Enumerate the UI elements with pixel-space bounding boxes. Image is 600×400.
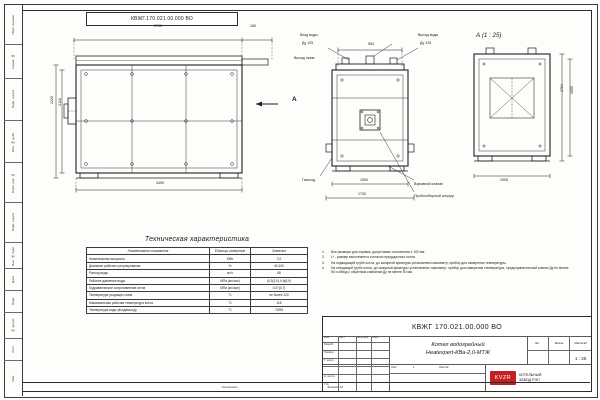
object-name-line1: Котел водогрейный (431, 342, 485, 349)
sheet-value: 1 (413, 365, 415, 369)
list-item (322, 261, 572, 265)
table-row[interactable] (323, 342, 389, 350)
label-outlet-gas: Выход газов (294, 56, 315, 60)
spec-cell-name: Температура уходящих газов (87, 292, 210, 299)
detail-dim-inner: 1655 (570, 86, 574, 94)
spec-cell-name: Расход воды (87, 270, 210, 277)
margin-cell: Подп. (4, 290, 22, 312)
label-explosion-valve: Взрывной клапан (414, 182, 444, 186)
spec-cell-value: 70/95 (251, 307, 308, 314)
company-badge-text: KVZR (494, 374, 512, 381)
side-dim-top: 954 (368, 42, 374, 46)
front-dim-top-total: 3750 (154, 24, 162, 28)
table-row (87, 270, 308, 277)
spec-cell-name: Гидравлическое сопротивление котла (87, 284, 210, 291)
spec-cell-value: (0,3(3,0)-0,6(6,0) (251, 277, 308, 284)
sheet-row-blank (389, 373, 485, 382)
spec-cell-unit: °С (210, 307, 251, 314)
role-razrab: Разраб. (324, 343, 334, 347)
margin-cell: № докум. (4, 312, 22, 338)
spec-cell-value: 68 (251, 270, 308, 277)
spec-col-units: Единицы измерения (210, 248, 251, 255)
label-drain-fitting: Пробоотборный штуцер (414, 194, 455, 198)
list-item (322, 255, 572, 259)
note-number: 1. (322, 250, 325, 254)
sheets-label: Листов (439, 365, 449, 369)
section-arrow-label-a: А (292, 96, 297, 103)
scale-value-cell (569, 351, 591, 365)
front-dim-top-small: 180 (250, 24, 256, 28)
spec-header-row (87, 248, 308, 255)
margin-cell: Изм. (4, 360, 22, 396)
table-row[interactable] (323, 374, 389, 382)
note-text: L* - размер выполняется согласно предсдачного котла. (331, 255, 416, 260)
margin-cell: Инв. № подл. (4, 242, 22, 268)
detail-view-drawing (462, 42, 582, 192)
margin-cell: Дата (4, 268, 22, 290)
table-row (87, 299, 308, 306)
table-row (87, 307, 308, 314)
role-tkontr: Т. контр. (324, 359, 335, 363)
table-row (87, 284, 308, 291)
front-dim-height-inner: 2110 (58, 98, 62, 106)
role-nkontr: Н. контр. (324, 375, 336, 379)
table-row (87, 277, 308, 284)
spec-cell-name: Рабочее давление воды (87, 277, 210, 284)
margin-cell: Подп. и дата (4, 78, 22, 120)
spec-cell-name: Температура воды (вход/выход) (87, 307, 210, 314)
spec-cell-unit: МВт (210, 255, 251, 262)
label-outlet-water: Выход воды (418, 33, 439, 37)
list-item (322, 250, 572, 254)
spec-cell-value: не более 220 (251, 292, 308, 299)
margin-cell: Подп. и дата (4, 202, 22, 242)
spec-cell-name: Максимальная рабочая температура котла (87, 299, 210, 306)
sheet-footer (22, 382, 590, 391)
spec-table (86, 247, 308, 314)
col-izm: Изм. (324, 336, 330, 340)
note-number: 3. (322, 260, 325, 265)
spec-cell-name: Номинальная мощность (87, 255, 210, 262)
footer-copier: Копировал (222, 385, 238, 389)
title-block (322, 316, 592, 392)
note-number: 4. (322, 266, 325, 271)
spec-cell-unit: МПа (кгс/см²) (210, 284, 251, 291)
object-name-cell (389, 336, 527, 364)
spec-cell-unit: м³/ч (210, 270, 251, 277)
spec-cell-value: 2,0 (251, 255, 308, 262)
document-number-text: КВЖГ 170.021.00.000 ВО (411, 322, 503, 331)
scale-block (527, 336, 591, 364)
lit-label: Лит. (534, 341, 540, 345)
detail-dim-bottom: 1905 (500, 178, 508, 182)
spec-cell-unit: МПа (кгс/см²) (210, 277, 251, 284)
document-number-cell (323, 317, 591, 336)
detail-dim-outer: 1704 (560, 84, 564, 92)
note-number: 2. (322, 255, 325, 260)
spec-cell-value: 115 (251, 299, 308, 306)
mass-value-cell (548, 351, 570, 365)
note-text: На подводящей трубе котла, до запорной арматуры установлены манометр, прибор для измерения температуры. (331, 260, 507, 265)
side-dim-mid: 1590 (360, 178, 368, 182)
object-name-line2: Heatexpert-КВа-2,0-МТЖ (425, 350, 491, 356)
col-list: Лист (339, 336, 345, 340)
label-outlet-water-dn: Ду 125 (420, 41, 432, 45)
role-utv: Утв. (324, 383, 330, 387)
label-inlet-water: Вход воды (300, 33, 318, 37)
company-line2: ЗАВОД РЭП (519, 377, 540, 382)
footer-format: Формат А3 (327, 385, 344, 389)
col-podp: Подп. (372, 336, 380, 340)
mass-label: Масса (554, 341, 564, 345)
note-text: На отводящей трубе котла, до запорной арматуры установлены: манометр, прибор для измерения температуры, предохранительный клапан Ду не менее 50 и обвод с обратным клапаном Ду не менее 50 мм. (331, 266, 569, 275)
spec-cell-name: Диапазон рабочего регулирования (87, 262, 210, 269)
note-text: Все размеры для справок, допустимые отклонения ± 100 мм. (331, 250, 426, 254)
label-gas-duct: Газоход (302, 178, 316, 182)
scale-value: 1 : 25 (574, 355, 587, 361)
list-item (322, 266, 572, 274)
mass-cell (548, 336, 570, 350)
margin-cell: Инв. № дубл. (4, 120, 22, 162)
table-row[interactable] (323, 358, 389, 366)
spec-cell-value: 0,07(0,7) (251, 284, 308, 291)
margin-cell: Взам. инв. № (4, 162, 22, 202)
scale-cell (569, 336, 591, 350)
sheet-designation-text: КВЖГ.170.021.00.000 ВО (131, 16, 193, 22)
table-row (87, 262, 308, 269)
spec-title: Техническая характеристика (144, 236, 250, 243)
front-dim-bottom: 3490 (156, 181, 164, 185)
table-row[interactable] (323, 366, 389, 374)
spec-cell-value: 40-100 (251, 262, 308, 269)
col-docnum: № докум. (357, 336, 369, 340)
margin-cell: Справ. № (4, 44, 22, 78)
margin-cell: Лист (4, 338, 22, 360)
sheet-designation-box (86, 12, 238, 26)
sheet-row (389, 364, 485, 373)
company-line1: КОТЕЛЬНЫЙ (519, 373, 542, 378)
sheet-label: Лист (391, 365, 398, 369)
front-dim-height-outer: 2220 (50, 96, 54, 104)
left-margin-column (4, 4, 23, 396)
table-row[interactable] (323, 350, 389, 358)
table-row (87, 255, 308, 262)
lit-cell (527, 336, 548, 350)
company-name (519, 373, 542, 382)
scale-label: Масштаб (574, 341, 587, 345)
lit-value-cell (527, 351, 548, 365)
front-view-drawing (46, 26, 296, 206)
spec-cell-unit: °С (210, 292, 251, 299)
side-dim-bottom: 1730 (358, 192, 366, 196)
notes-block (322, 250, 572, 276)
margin-cell: Перв. примен. (11, 13, 15, 35)
label-inlet-water-dn: Ду 125 (302, 41, 314, 45)
table-row (87, 292, 308, 299)
spec-cell-unit: °С (210, 299, 251, 306)
spec-cell-unit: % (210, 262, 251, 269)
technical-characteristics-block (86, 236, 308, 314)
spec-col-name: Наименование показателя (87, 248, 210, 255)
role-prover: Провер. (324, 351, 335, 355)
detail-view-title: А (1 : 25) (476, 32, 502, 39)
spec-col-value: Значение (251, 248, 308, 255)
